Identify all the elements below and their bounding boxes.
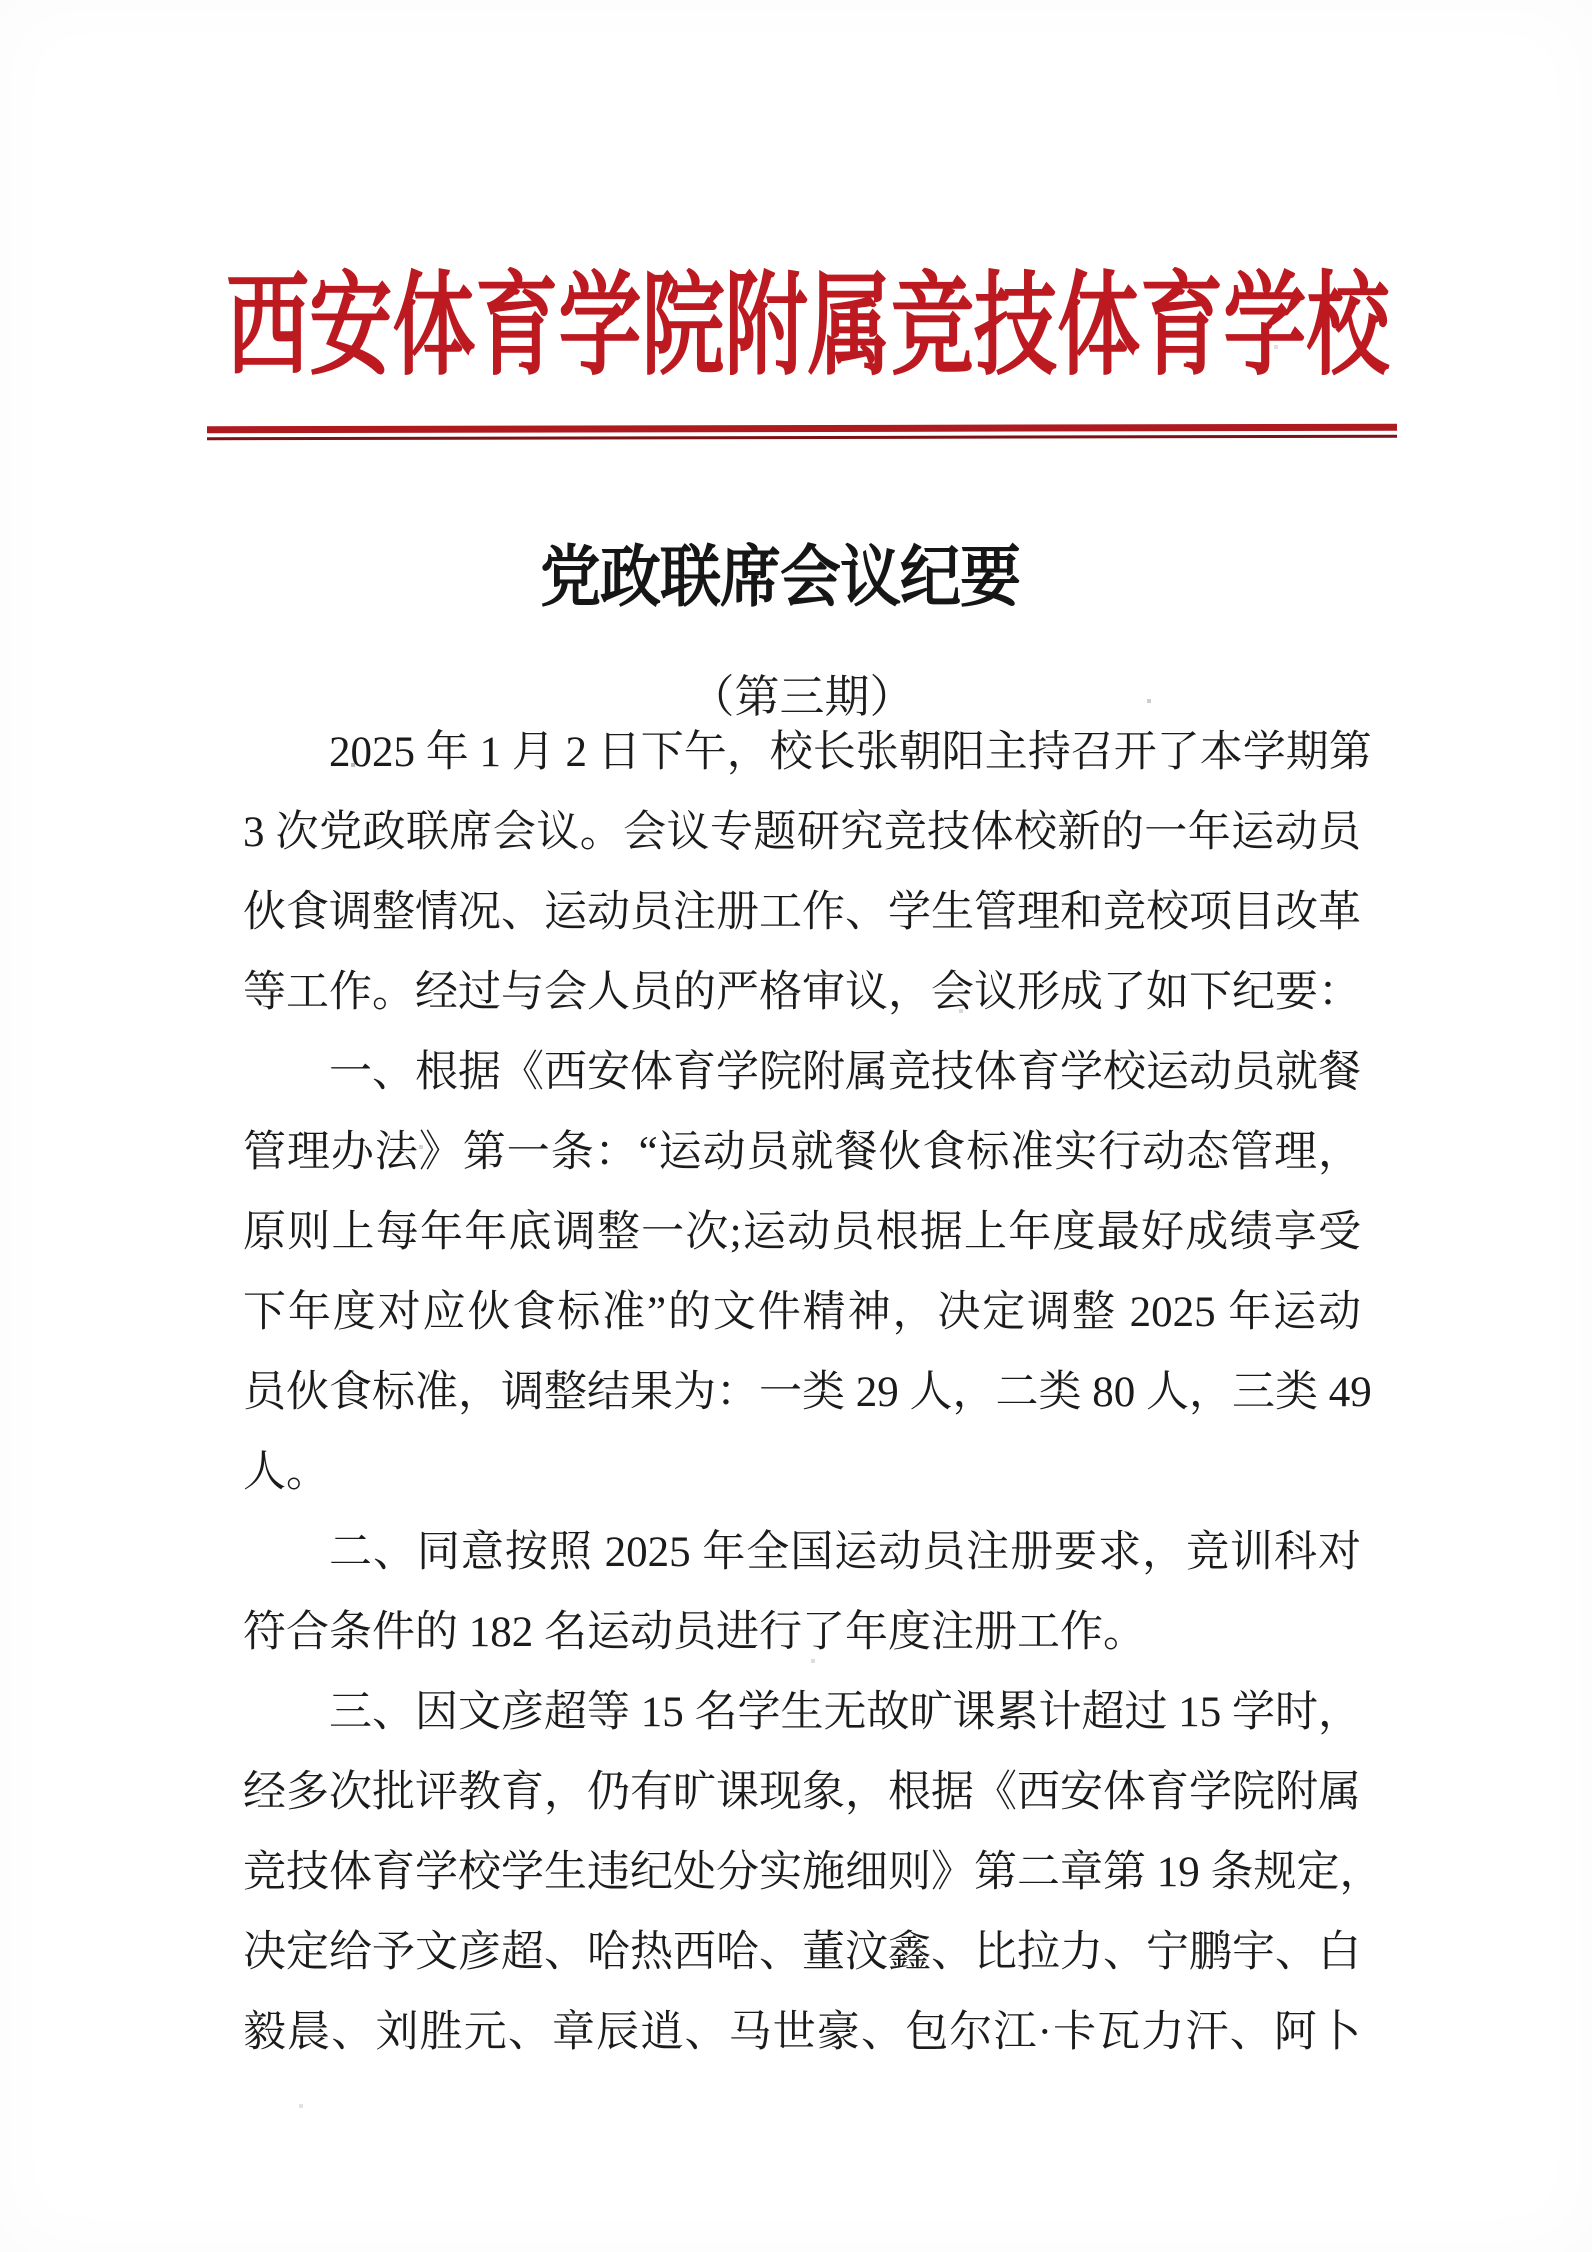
document-title: 党政联席会议纪要 bbox=[540, 541, 1021, 616]
body-line: 二、同意按照 2025 年全国运动员注册要求，竞训科对 bbox=[329, 1529, 1361, 1576]
body-line: 经多次批评教育，仍有旷课现象，根据《西安体育学院附属 bbox=[243, 1769, 1361, 1816]
body-line: 决定给予文彦超、哈热西哈、董汶鑫、比拉力、宁鹏宇、白 bbox=[243, 1929, 1361, 1976]
issue-number: （第三期） bbox=[689, 672, 915, 722]
body-line: 2025 年 1 月 2 日下午，校长张朝阳主持召开了本学期第 bbox=[329, 729, 1372, 776]
body-line: 三、因文彦超等 15 名学生无故旷课累计超过 15 学时， bbox=[329, 1689, 1361, 1736]
body-line: 原则上每年年底调整一次;运动员根据上年度最好成绩享受 bbox=[243, 1209, 1361, 1256]
body-line: 符合条件的 182 名运动员进行了年度注册工作。 bbox=[243, 1609, 1146, 1656]
body-line: 一、根据《西安体育学院附属竞技体育学校运动员就餐 bbox=[329, 1049, 1361, 1096]
body-line: 竞技体育学校学生违纪处分实施细则》第二章第 19 条规定， bbox=[243, 1849, 1383, 1896]
body-line: 伙食调整情况、运动员注册工作、学生管理和竞校项目改革 bbox=[243, 889, 1361, 936]
body-line: 3 次党政联席会议。会议专题研究竞技体校新的一年运动员 bbox=[243, 809, 1361, 856]
body-line: 人。 bbox=[243, 1449, 329, 1496]
body-text bbox=[243, 713, 1383, 2073]
body-line: 员伙食标准，调整结果为：一类 29 人，二类 80 人，三类 49 bbox=[243, 1369, 1372, 1416]
scan-noise bbox=[0, 0, 2, 2]
body-line: 毅晨、刘胜元、章辰逍、马世豪、包尔江·卡瓦力汗、阿卜 bbox=[243, 2009, 1361, 2056]
body-line: 下年度对应伙食标准”的文件精神，决定调整 2025 年运动 bbox=[243, 1289, 1361, 1336]
body-line: 管理办法》第一条：“运动员就餐伙食标准实行动态管理， bbox=[243, 1129, 1361, 1176]
masthead-rule-thin bbox=[207, 435, 1397, 440]
masthead-rule-thick bbox=[207, 424, 1397, 433]
masthead-rule bbox=[207, 424, 1397, 440]
body-line: 等工作。经过与会人员的严格审议，会议形成了如下纪要： bbox=[243, 969, 1361, 1016]
school-masthead: 西安体育学院附属竞技体育学校 bbox=[226, 265, 1390, 389]
